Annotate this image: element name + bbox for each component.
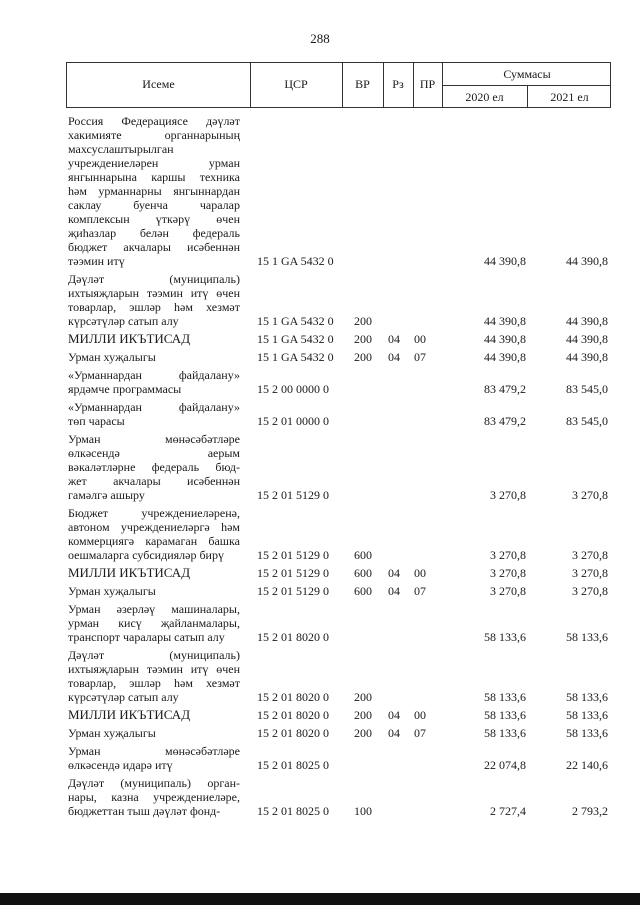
- row-pr: 07: [414, 726, 426, 740]
- row-sum-2021: 58 133,6: [566, 690, 608, 704]
- row-sum-2020: 58 133,6: [484, 726, 526, 740]
- row-vr: 200: [354, 708, 372, 722]
- row-pr: 07: [414, 350, 426, 364]
- row-csr: 15 1 GA 5432 0: [257, 254, 334, 268]
- table-row: [0, 708, 640, 722]
- row-name-line: Урман хуҗалыгы: [68, 726, 156, 740]
- row-vr: 100: [354, 804, 372, 818]
- row-name: [68, 400, 240, 428]
- row-name-line: Дәүләт (муниципаль): [68, 648, 240, 662]
- table-row: [0, 332, 640, 346]
- row-sum-2020: 58 133,6: [484, 690, 526, 704]
- row-sum-2021: 58 133,6: [566, 726, 608, 740]
- table-row: [0, 272, 640, 328]
- row-csr: 15 2 01 8020 0: [257, 726, 329, 740]
- row-vr: 200: [354, 726, 372, 740]
- row-name-line: жет акчалары исәбеннән: [68, 474, 240, 488]
- row-name-line: «Урманнардан файдалану»: [68, 368, 240, 382]
- row-name-line: җиһазлар белән федераль: [68, 226, 240, 240]
- row-name-line: МИЛЛИ ИКЪТИСАД: [68, 565, 191, 580]
- row-name-line: бюджеттан тыш дәүләт фонд-: [68, 804, 221, 818]
- row-sum-2021: 2 793,2: [572, 804, 608, 818]
- header-pr: ПР: [419, 77, 436, 91]
- row-vr: 600: [354, 566, 372, 580]
- row-rz: 04: [388, 332, 400, 346]
- row-rz: 04: [388, 566, 400, 580]
- table-row: [0, 602, 640, 644]
- row-name-line: Урман хуҗалыгы: [68, 350, 156, 364]
- row-sum-2020: 3 270,8: [490, 584, 526, 598]
- row-name: [68, 432, 240, 502]
- row-name: [68, 726, 240, 740]
- table-row: [0, 744, 640, 772]
- row-name: [68, 566, 240, 580]
- row-name: [68, 332, 240, 346]
- row-name-line: Урман мөнәсәбәтләре: [68, 432, 240, 446]
- table-row: [0, 726, 640, 740]
- row-csr: 15 2 01 8020 0: [257, 690, 329, 704]
- row-vr: 200: [354, 332, 372, 346]
- row-sum-2020: 3 270,8: [490, 548, 526, 562]
- row-name: [68, 506, 240, 562]
- header-csr: ЦСР: [284, 77, 308, 91]
- row-rz: 04: [388, 726, 400, 740]
- row-name: [68, 368, 240, 396]
- row-sum-2021: 22 140,6: [566, 758, 608, 772]
- page-number: 288: [310, 31, 330, 46]
- row-name-line: оешмаларга субсидияләр бирү: [68, 548, 224, 562]
- table-row: [0, 584, 640, 598]
- header-sums: Суммасы: [503, 67, 551, 81]
- row-pr: 00: [414, 566, 426, 580]
- row-csr: 15 2 01 5129 0: [257, 566, 329, 580]
- row-name-line: Урман мөнәсәбәтләре: [68, 744, 240, 758]
- row-sum-2021: 3 270,8: [572, 548, 608, 562]
- row-name-line: күрсәтүләр сатып алу: [68, 690, 179, 704]
- row-name-line: Урман хуҗалыгы: [68, 584, 156, 598]
- row-vr: 200: [354, 314, 372, 328]
- row-name-line: Россия Федерациясе дәүләт: [68, 114, 240, 128]
- row-sum-2020: 44 390,8: [484, 332, 526, 346]
- table-row: [0, 114, 640, 268]
- row-name-line: тәэмин итү: [68, 254, 125, 268]
- table-row: [0, 350, 640, 364]
- row-sum-2021: 58 133,6: [566, 708, 608, 722]
- row-sum-2021: 3 270,8: [572, 584, 608, 598]
- row-name-line: төп чарасы: [68, 414, 125, 428]
- header-year-2021: 2021 ел: [550, 90, 589, 104]
- table-row: [0, 776, 640, 818]
- row-name-line: МИЛЛИ ИКЪТИСАД: [68, 707, 191, 722]
- header-year-2020: 2020 ел: [465, 90, 504, 104]
- row-sum-2020: 2 727,4: [490, 804, 526, 818]
- row-csr: 15 1 GA 5432 0: [257, 332, 334, 346]
- row-sum-2021: 58 133,6: [566, 630, 608, 644]
- row-name-line: Бюджет учреждениеләренә,: [68, 506, 240, 520]
- row-name-line: товарлар, эшләр һәм хезмәт: [68, 300, 240, 314]
- table-row: [0, 400, 640, 428]
- row-name-line: учреждениеләрен урман: [68, 156, 240, 170]
- row-csr: 15 1 GA 5432 0: [257, 314, 334, 328]
- header-name: Исеме: [142, 77, 175, 91]
- row-name: [68, 602, 240, 644]
- row-sum-2021: 83 545,0: [566, 382, 608, 396]
- row-csr: 15 2 01 8020 0: [257, 708, 329, 722]
- row-name-line: нары, казна учреждениеләре,: [68, 790, 240, 804]
- table-row: [0, 368, 640, 396]
- row-name-line: Дәүләт (муниципаль): [68, 272, 240, 286]
- row-csr: 15 2 01 0000 0: [257, 414, 329, 428]
- row-name-line: гамәлгә ашыру: [68, 488, 145, 502]
- row-sum-2021: 44 390,8: [566, 350, 608, 364]
- row-name: [68, 744, 240, 772]
- row-sum-2020: 44 390,8: [484, 314, 526, 328]
- row-vr: 600: [354, 548, 372, 562]
- row-vr: 200: [354, 690, 372, 704]
- row-name: [68, 114, 240, 268]
- row-name-line: ихтыяҗларын тәэмин итү өчен: [68, 286, 240, 300]
- row-name-line: саклау буенча чаралар: [68, 198, 240, 212]
- row-name-line: МИЛЛИ ИКЪТИСАД: [68, 331, 191, 346]
- row-sum-2020: 22 074,8: [484, 758, 526, 772]
- row-name-line: хакимияте органнарының: [68, 128, 240, 142]
- row-sum-2020: 83 479,2: [484, 382, 526, 396]
- row-sum-2021: 44 390,8: [566, 332, 608, 346]
- row-sum-2020: 83 479,2: [484, 414, 526, 428]
- row-name-line: ихтыяҗларын тәэмин итү өчен: [68, 662, 240, 676]
- row-csr: 15 2 01 8025 0: [257, 804, 329, 818]
- row-csr: 15 2 01 8025 0: [257, 758, 329, 772]
- scan-edge: [0, 893, 640, 905]
- row-name-line: товарлар, эшләр һәм хезмәт: [68, 676, 240, 690]
- row-sum-2021: 44 390,8: [566, 314, 608, 328]
- row-vr: 200: [354, 350, 372, 364]
- row-sum-2020: 44 390,8: [484, 254, 526, 268]
- row-rz: 04: [388, 708, 400, 722]
- row-vr: 600: [354, 584, 372, 598]
- row-sum-2021: 83 545,0: [566, 414, 608, 428]
- row-rz: 04: [388, 350, 400, 364]
- row-name-line: өлкәсендә идарә итү: [68, 758, 173, 772]
- table-row: [0, 432, 640, 502]
- row-csr: 15 2 01 5129 0: [257, 548, 329, 562]
- row-pr: 07: [414, 584, 426, 598]
- header-rz: Рз: [392, 77, 404, 91]
- row-name-line: вәкаләтләрне федераль бюд-: [68, 460, 240, 474]
- row-name-line: Дәүләт (муниципаль) орган-: [68, 776, 240, 790]
- row-name: [68, 708, 240, 722]
- row-sum-2020: 3 270,8: [490, 566, 526, 580]
- row-name-line: урман кисү җайланмалары,: [68, 616, 240, 630]
- row-name-line: «Урманнардан файдалану»: [68, 400, 240, 414]
- row-rz: 04: [388, 584, 400, 598]
- row-sum-2021: 44 390,8: [566, 254, 608, 268]
- row-csr: 15 1 GA 5432 0: [257, 350, 334, 364]
- header-divider: [442, 85, 610, 86]
- table-row: [0, 506, 640, 562]
- row-sum-2020: 44 390,8: [484, 350, 526, 364]
- row-name: [68, 350, 240, 364]
- row-pr: 00: [414, 332, 426, 346]
- row-name-line: һәм урманнарны янгыннардан: [68, 184, 240, 198]
- row-csr: 15 2 00 0000 0: [257, 382, 329, 396]
- row-name: [68, 272, 240, 328]
- row-pr: 00: [414, 708, 426, 722]
- row-csr: 15 2 01 8020 0: [257, 630, 329, 644]
- row-name: [68, 776, 240, 818]
- table-row: [0, 648, 640, 704]
- row-name-line: коммерциягә карамаган башка: [68, 534, 240, 548]
- row-name-line: автоном учреждениеләргә һәм: [68, 520, 240, 534]
- row-sum-2020: 3 270,8: [490, 488, 526, 502]
- row-name-line: күрсәтүләр сатып алу: [68, 314, 179, 328]
- row-name: [68, 648, 240, 704]
- row-name-line: бюджет акчалары исәбеннән: [68, 240, 240, 254]
- row-sum-2020: 58 133,6: [484, 708, 526, 722]
- table-header: [66, 62, 611, 108]
- row-sum-2021: 3 270,8: [572, 566, 608, 580]
- row-name-line: транспорт чаралары сатып алу: [68, 630, 225, 644]
- row-sum-2021: 3 270,8: [572, 488, 608, 502]
- table-body: [0, 110, 640, 818]
- row-name: [68, 584, 240, 598]
- row-sum-2020: 58 133,6: [484, 630, 526, 644]
- row-name-line: махсуслаштырылган: [68, 142, 174, 156]
- header-vr: ВР: [355, 77, 370, 91]
- row-csr: 15 2 01 5129 0: [257, 584, 329, 598]
- row-name-line: комплексын үткәрү өчен: [68, 212, 240, 226]
- row-name-line: ярдәмче программасы: [68, 382, 182, 396]
- row-name-line: Урман әзерләү машиналары,: [68, 602, 240, 616]
- row-name-line: янгыннарына каршы техника: [68, 170, 240, 184]
- row-name-line: өлкәсендә аерым: [68, 446, 240, 460]
- row-csr: 15 2 01 5129 0: [257, 488, 329, 502]
- table-row: [0, 566, 640, 580]
